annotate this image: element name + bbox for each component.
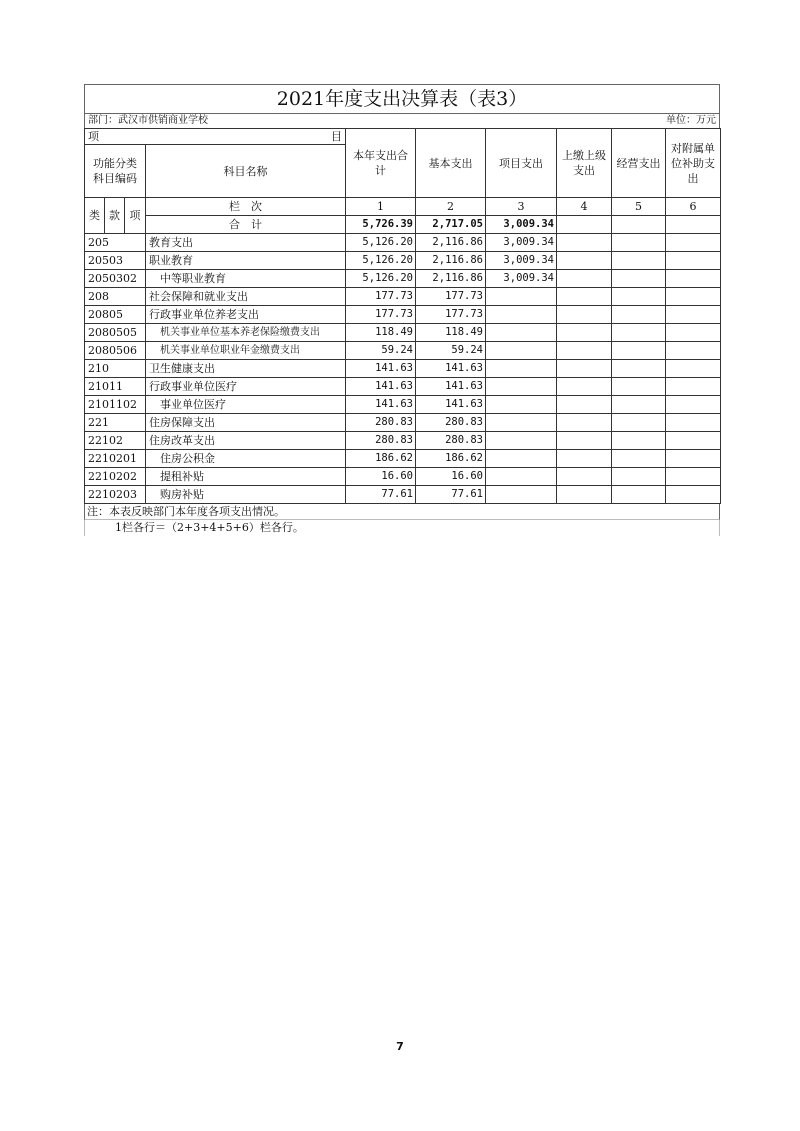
col-header-3: 项目支出: [486, 129, 557, 198]
meta-row: [84, 113, 720, 128]
row-value-2: 141.63: [416, 378, 486, 396]
row-value-6: [666, 306, 721, 324]
row-value-1: 141.63: [346, 378, 416, 396]
row-value-5: [612, 270, 666, 288]
row-code: 210: [85, 360, 146, 378]
expenditure-sheet: [84, 84, 720, 536]
note-line-1: 注：本表反映部门本年度各项支出情况。: [84, 504, 720, 520]
col-num-2: 2: [416, 198, 486, 216]
row-value-4: [557, 288, 612, 306]
row-value-1: 16.60: [346, 468, 416, 486]
row-value-2: 59.24: [416, 342, 486, 360]
row-value-4: [557, 432, 612, 450]
total-value-6: [666, 216, 721, 234]
row-code: 21011: [85, 378, 146, 396]
xiang2-label: 项: [125, 198, 146, 234]
total-value-2: 2,717.05: [416, 216, 486, 234]
row-value-3: [486, 342, 557, 360]
row-value-5: [612, 396, 666, 414]
row-value-6: [666, 324, 721, 342]
table-row: [85, 270, 721, 288]
row-value-2: 280.83: [416, 414, 486, 432]
row-value-3: [486, 432, 557, 450]
row-value-5: [612, 234, 666, 252]
col-header-5: 经营支出: [612, 129, 666, 198]
header-row-lanci: [85, 198, 721, 216]
table-row: [85, 306, 721, 324]
row-value-2: 186.62: [416, 450, 486, 468]
xiangmu-cell: [85, 129, 346, 145]
lanci-label: 栏 次: [146, 198, 346, 216]
row-value-4: [557, 342, 612, 360]
department-label: 部门：武汉市供销商业学校: [88, 115, 208, 126]
total-value-4: [557, 216, 612, 234]
row-value-1: 280.83: [346, 414, 416, 432]
row-value-4: [557, 306, 612, 324]
row-value-4: [557, 378, 612, 396]
row-code: 22102: [85, 432, 146, 450]
row-value-4: [557, 396, 612, 414]
mu-label: 目: [331, 130, 342, 143]
row-value-4: [557, 414, 612, 432]
row-value-5: [612, 378, 666, 396]
row-name: 机关事业单位职业年金缴费支出: [146, 342, 346, 360]
table-row: [85, 432, 721, 450]
col-num-6: 6: [666, 198, 721, 216]
row-value-2: 280.83: [416, 432, 486, 450]
total-row: [85, 216, 721, 234]
row-value-6: [666, 378, 721, 396]
row-value-3: [486, 450, 557, 468]
table-row: [85, 486, 721, 504]
row-value-2: 2,116.86: [416, 270, 486, 288]
row-value-2: 177.73: [416, 306, 486, 324]
row-value-3: [486, 288, 557, 306]
total-value-3: 3,009.34: [486, 216, 557, 234]
row-value-4: [557, 270, 612, 288]
row-code: 2210202: [85, 468, 146, 486]
row-value-6: [666, 468, 721, 486]
row-name: 提租补贴: [146, 468, 346, 486]
row-value-3: [486, 306, 557, 324]
table-row: [85, 252, 721, 270]
lei-label: 类: [85, 198, 105, 234]
row-code: 2050302: [85, 270, 146, 288]
row-value-5: [612, 450, 666, 468]
heji-label: 合 计: [146, 216, 346, 234]
row-value-2: 177.73: [416, 288, 486, 306]
row-code: 221: [85, 414, 146, 432]
row-value-4: [557, 486, 612, 504]
xiang-label: 项: [88, 130, 99, 143]
row-code: 2210203: [85, 486, 146, 504]
row-value-1: 118.49: [346, 324, 416, 342]
row-name: 中等职业教育: [146, 270, 346, 288]
row-name: 教育支出: [146, 234, 346, 252]
row-value-6: [666, 360, 721, 378]
row-value-2: 141.63: [416, 360, 486, 378]
row-value-5: [612, 288, 666, 306]
row-value-5: [612, 414, 666, 432]
row-value-1: 59.24: [346, 342, 416, 360]
expenditure-table: [84, 128, 721, 504]
table-title: 2021年度支出决算表（表3）: [84, 84, 720, 113]
row-value-6: [666, 486, 721, 504]
row-value-2: 77.61: [416, 486, 486, 504]
row-value-4: [557, 252, 612, 270]
row-name: 行政事业单位养老支出: [146, 306, 346, 324]
row-value-6: [666, 252, 721, 270]
row-value-4: [557, 468, 612, 486]
unit-label: 单位：万元: [666, 115, 716, 126]
row-value-1: 5,126.20: [346, 270, 416, 288]
row-value-3: [486, 378, 557, 396]
row-value-1: 177.73: [346, 288, 416, 306]
col-header-1: 本年支出合计: [346, 129, 416, 198]
col-header-2: 基本支出: [416, 129, 486, 198]
row-code: 208: [85, 288, 146, 306]
table-row: [85, 450, 721, 468]
total-value-5: [612, 216, 666, 234]
row-value-6: [666, 342, 721, 360]
table-row: [85, 396, 721, 414]
col-num-4: 4: [557, 198, 612, 216]
table-row: [85, 234, 721, 252]
note-line-2: 1栏各行＝（2+3+4+5+6）栏各行。: [84, 520, 720, 536]
row-value-3: 3,009.34: [486, 234, 557, 252]
row-value-4: [557, 234, 612, 252]
row-value-2: 16.60: [416, 468, 486, 486]
row-value-6: [666, 288, 721, 306]
row-value-1: 141.63: [346, 360, 416, 378]
col-header-6: 对附属单位补助支出: [666, 129, 721, 198]
col-header-4: 上缴上级支出: [557, 129, 612, 198]
row-value-3: [486, 396, 557, 414]
row-name: 购房补贴: [146, 486, 346, 504]
row-value-2: 2,116.86: [416, 252, 486, 270]
row-value-6: [666, 234, 721, 252]
table-row: [85, 324, 721, 342]
row-value-3: [486, 468, 557, 486]
row-code: 2210201: [85, 450, 146, 468]
row-value-2: 118.49: [416, 324, 486, 342]
row-value-6: [666, 414, 721, 432]
row-value-5: [612, 306, 666, 324]
col-num-5: 5: [612, 198, 666, 216]
row-value-1: 5,126.20: [346, 234, 416, 252]
col-num-3: 3: [486, 198, 557, 216]
row-value-3: 3,009.34: [486, 252, 557, 270]
row-value-4: [557, 450, 612, 468]
table-row: [85, 342, 721, 360]
row-value-5: [612, 342, 666, 360]
row-value-3: [486, 414, 557, 432]
row-value-1: 141.63: [346, 396, 416, 414]
row-value-5: [612, 252, 666, 270]
row-value-1: 186.62: [346, 450, 416, 468]
row-value-5: [612, 360, 666, 378]
row-value-2: 141.63: [416, 396, 486, 414]
row-code: 2080505: [85, 324, 146, 342]
row-name: 住房改革支出: [146, 432, 346, 450]
row-value-3: [486, 486, 557, 504]
row-code: 20805: [85, 306, 146, 324]
total-value-1: 5,726.39: [346, 216, 416, 234]
row-value-4: [557, 324, 612, 342]
row-value-6: [666, 396, 721, 414]
row-value-5: [612, 486, 666, 504]
row-name: 事业单位医疗: [146, 396, 346, 414]
name-label: 科目名称: [146, 145, 346, 198]
row-value-1: 280.83: [346, 432, 416, 450]
row-value-3: [486, 324, 557, 342]
header-row-xiangmu: [85, 129, 721, 145]
row-value-5: [612, 468, 666, 486]
table-row: [85, 288, 721, 306]
col-num-1: 1: [346, 198, 416, 216]
row-name: 卫生健康支出: [146, 360, 346, 378]
page-number: 7: [396, 1040, 404, 1053]
row-value-6: [666, 450, 721, 468]
row-value-1: 77.61: [346, 486, 416, 504]
row-value-4: [557, 360, 612, 378]
table-row: [85, 468, 721, 486]
row-value-5: [612, 324, 666, 342]
row-code: 2080506: [85, 342, 146, 360]
row-value-3: [486, 360, 557, 378]
row-value-2: 2,116.86: [416, 234, 486, 252]
row-name: 社会保障和就业支出: [146, 288, 346, 306]
table-row: [85, 414, 721, 432]
code-label: 功能分类科目编码: [85, 145, 146, 198]
table-row: [85, 378, 721, 396]
row-value-6: [666, 270, 721, 288]
row-code: 2101102: [85, 396, 146, 414]
row-name: 行政事业单位医疗: [146, 378, 346, 396]
kuan-label: 款: [105, 198, 125, 234]
row-code: 20503: [85, 252, 146, 270]
row-value-3: 3,009.34: [486, 270, 557, 288]
row-value-1: 177.73: [346, 306, 416, 324]
table-row: [85, 360, 721, 378]
row-value-1: 5,126.20: [346, 252, 416, 270]
row-name: 机关事业单位基本养老保险缴费支出: [146, 324, 346, 342]
row-code: 205: [85, 234, 146, 252]
row-name: 住房公积金: [146, 450, 346, 468]
row-value-5: [612, 432, 666, 450]
row-value-6: [666, 432, 721, 450]
row-name: 住房保障支出: [146, 414, 346, 432]
row-name: 职业教育: [146, 252, 346, 270]
